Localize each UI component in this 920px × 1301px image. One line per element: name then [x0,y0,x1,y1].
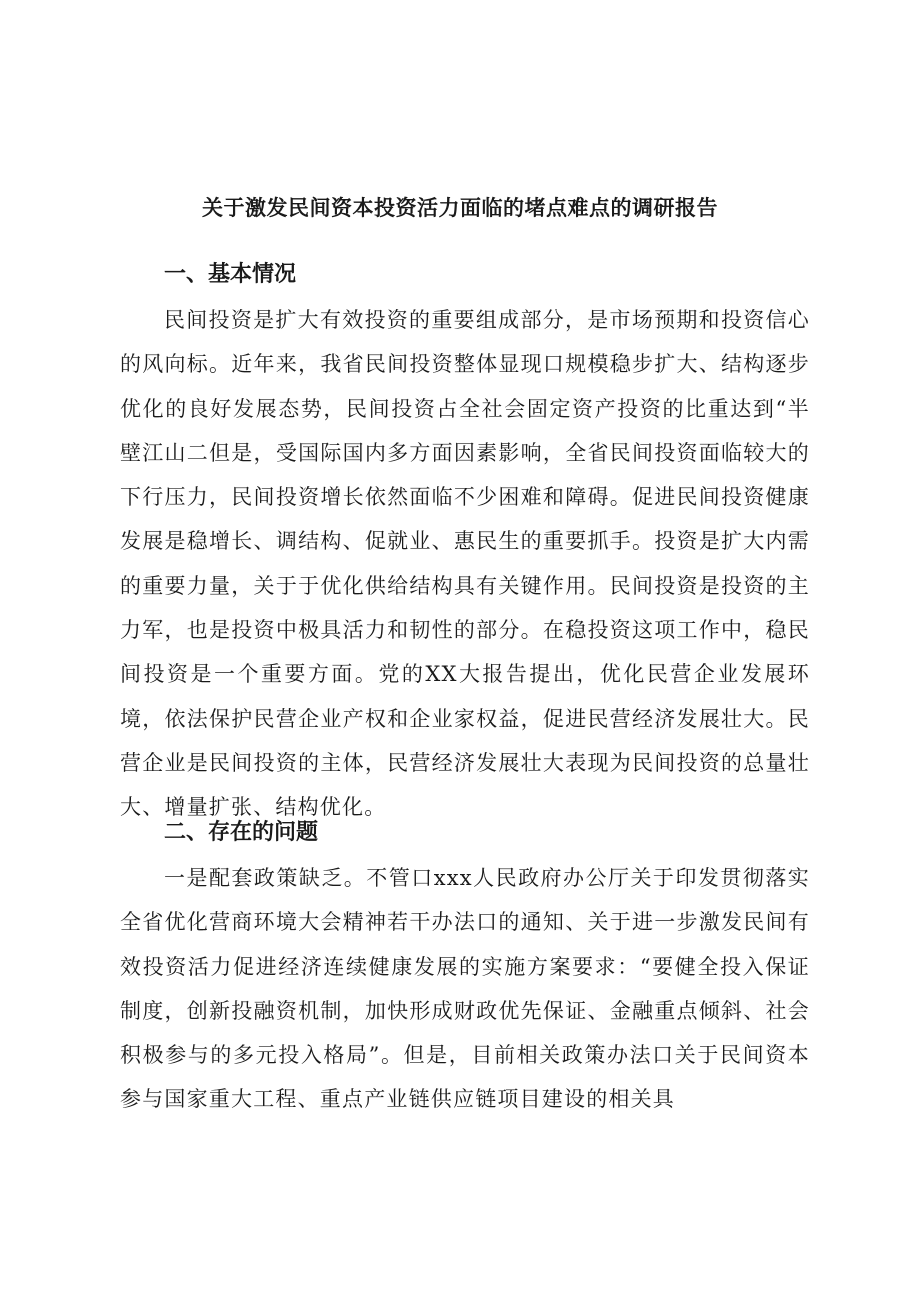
section-heading: 二、存在的问题 [164,820,319,845]
section-paragraph: 民间投资是扩大有效投资的重要组成部分，是市场预期和投资信心的风向标。近年来，我省民间投资整体显现口规模稳步扩大、结构逐步优化的良好发展态势，民间投资占全社会固定资产投资的比重达到“半壁江山二但是，受国际国内多方面因素影响，全省民间投资面临较大的下行压力，民间投资增长依然面临不少困难和障碍。促进民间投资健康发展是稳增长、调结构、促就业、惠民生的重要抓手。投资是扩大内需的重要力量，关于于优化供给结构具有关键作用。民间投资是投资的主力军，也是投资中极具活力和韧性的部分。在稳投资这项工作中，稳民间投资是一个重要方面。党的XX大报告提出，优化民营企业发展环境，依法保护民营企业产权和企业家权益，促进民营经济发展壮大。民营企业是民间投资的主体，民营经济发展壮大表现为民间投资的总量壮大、增量扩张、结构优化。 [120,308,810,820]
section-basic-situation [120,260,810,830]
section-paragraph: 一是配套政策缺乏。不管口xxx人民政府办公厅关于印发贯彻落实全省优化营商环境大会精神若干办法口的通知、关于进一步激发民间有效投资活力促进经济连续健康发展的实施方案要求：“要健全投入保证制度，创新投融资机制，加快形成财政优先保证、金融重点倾斜、社会积极参与的多元投入格局”。但是，目前相关政策办法口关于民间资本参与国家重大工程、重点产业链供应链项目建设的相关具 [120,866,810,1112]
section-heading: 一、基本情况 [164,262,297,287]
section-existing-problems [120,818,810,1122]
document-title: 关于激发民间资本投资活力面临的堵点难点的调研报告 [202,196,718,220]
